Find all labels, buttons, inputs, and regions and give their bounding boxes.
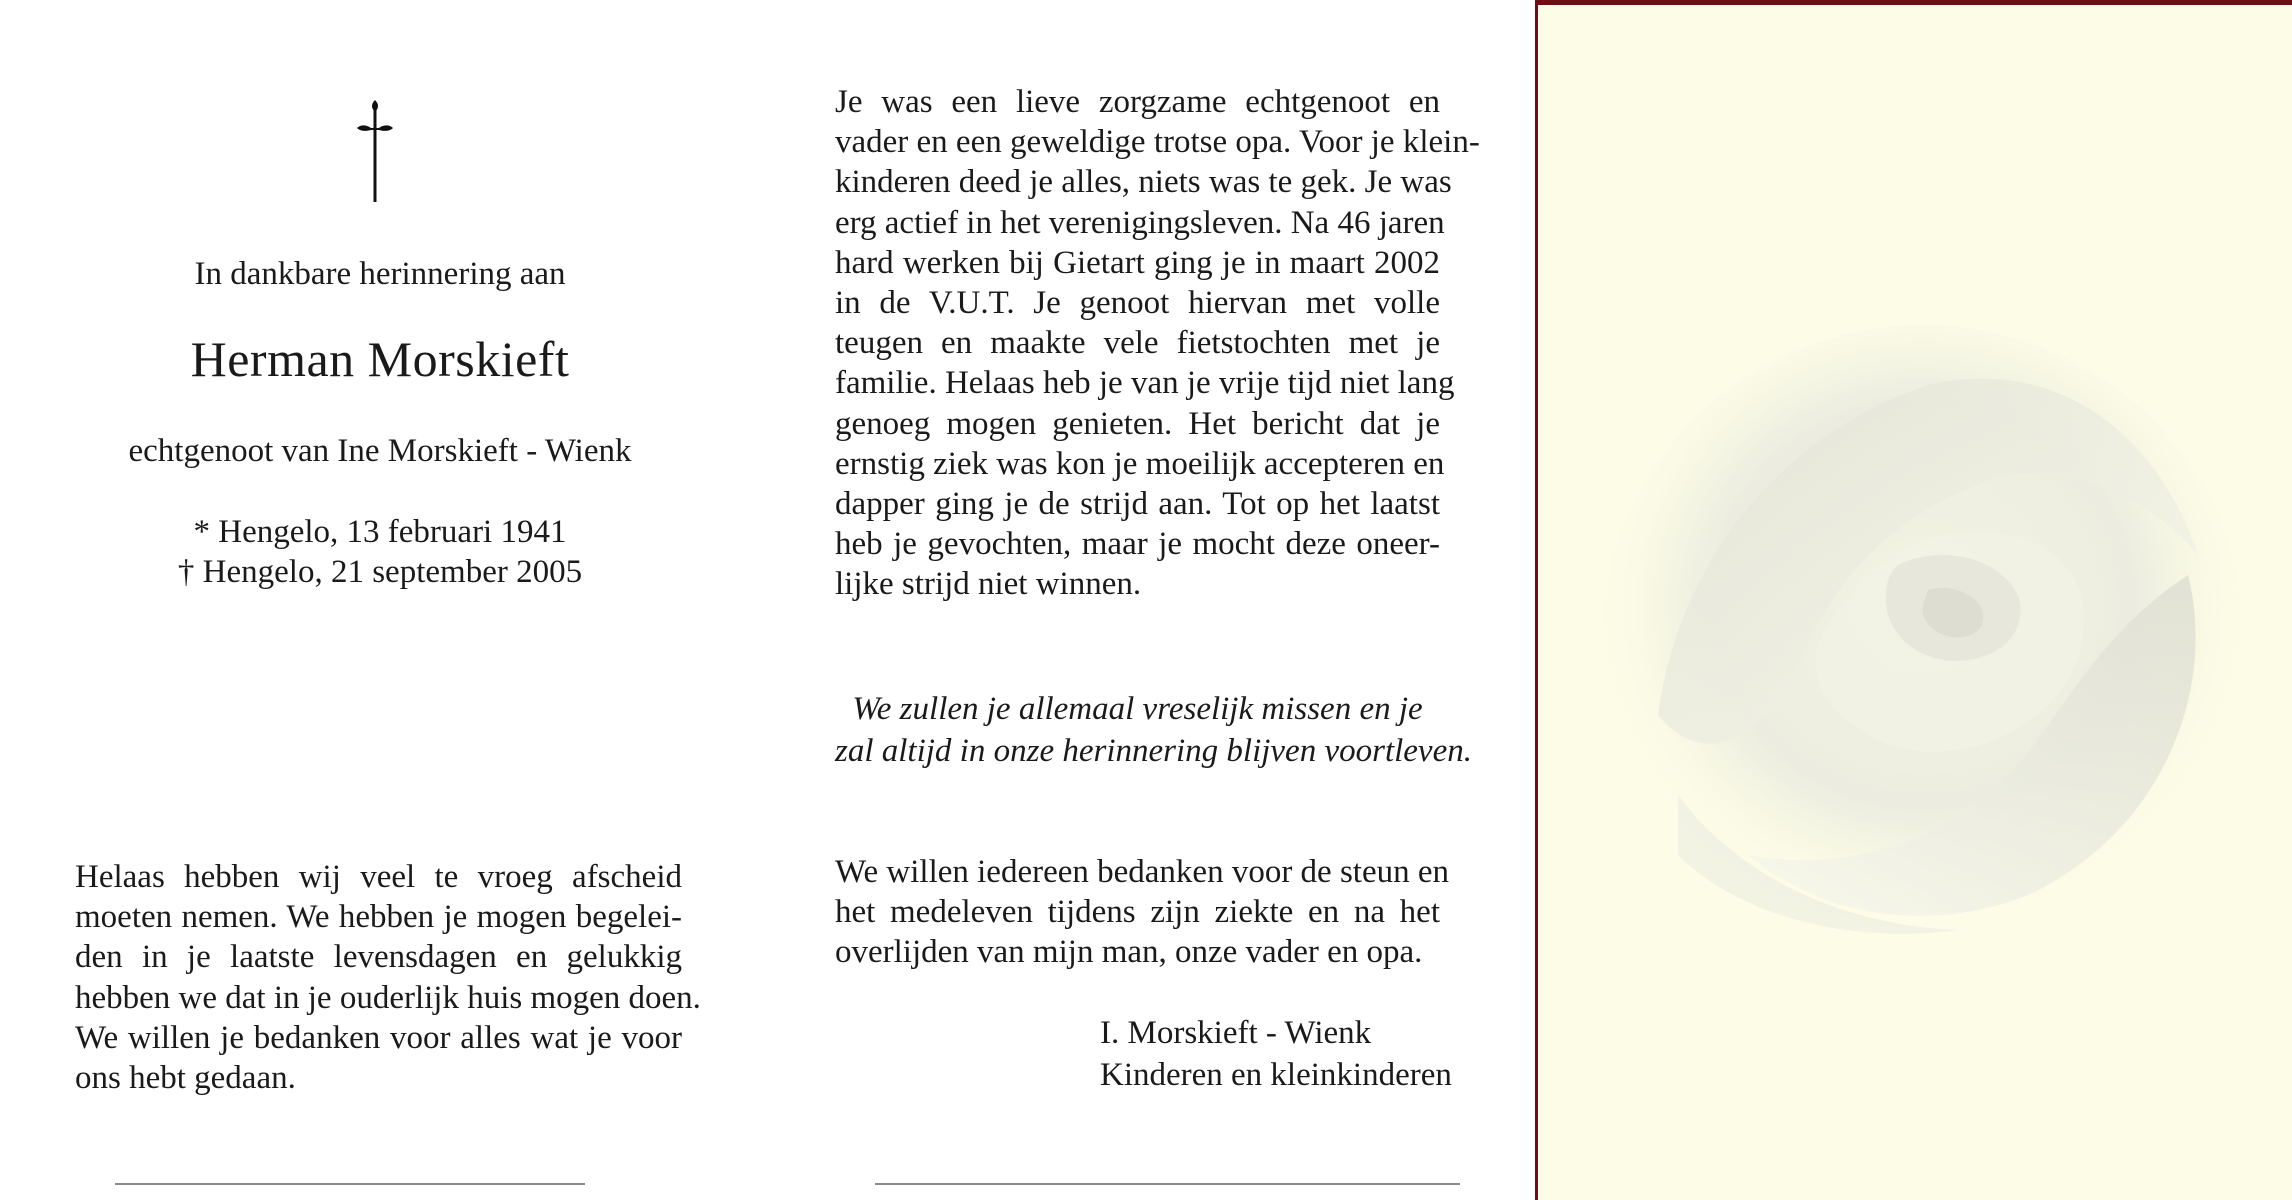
farewell-line: ons hebt gedaan. [75,1060,296,1097]
spouse-text: echtgenoot van Ine Morskieft - Wienk [128,433,632,469]
quote-line: We zullen je allemaal vreselijk missen en je [852,691,1423,727]
tribute-paragraph [835,82,1480,605]
farewell-line: moeten nemen. We hebben je mogen begelei- [75,899,682,936]
tribute-line: genoeg mogen genieten. Het bericht dat je [835,405,1440,442]
signature-block [1100,1012,1452,1096]
signature-line: I. Morskieft - Wienk [1100,1015,1372,1051]
bottom-rule [115,1183,585,1185]
tribute-line: familie. Helaas heb je van je vrije tijd niet lang [835,365,1455,402]
signature-line: Kinderen en kleinkinderen [1100,1057,1452,1093]
farewell-line: We willen je bedanken voor alles wat je voor [75,1019,682,1056]
card-left-panel [0,0,760,1200]
tribute-line: hard werken bij Gietart ging je in maart 2002 [835,244,1440,281]
faded-rose-image [1598,315,2248,955]
tribute-line: ernstig ziek was kon je moeilijk accepteren en [835,445,1445,482]
cross-icon [355,98,395,202]
farewell-line: Helaas hebben wij veel te vroeg afscheid [75,859,682,895]
death-date: † Hengelo, 21 september 2005 [177,554,583,590]
thanks-line: We willen iedereen bedanken voor de steun en [835,854,1450,890]
tribute-line: lijke strijd niet winnen. [835,566,1142,603]
farewell-line: hebben we dat in je ouderlijk huis mogen doen. [75,979,701,1016]
tribute-line: erg actief in het verenigingsleven. Na 46 jaren [835,204,1445,241]
thanks-line: overlijden van mijn man, onze vader en opa. [835,934,1423,971]
bottom-rule [875,1183,1460,1185]
tribute-line: vader en een geweldige trotse opa. Voor je klein- [835,124,1480,161]
quote-text [835,688,1472,772]
tribute-line: Je was een lieve zorgzame echtgenoot en [835,84,1440,120]
deceased-name: Herman Morskieft [190,331,570,387]
tribute-line: heb je gevochten, maar je mocht deze oneer- [835,526,1440,563]
tribute-line: in de V.U.T. Je genoot hiervan met volle [835,285,1440,322]
thanks-paragraph [835,852,1450,973]
tribute-line: kinderen deed je alles, niets was te gek. Je was [835,164,1452,201]
quote-line: zal altijd in onze herinnering blijven voortleven. [835,733,1472,769]
intro-text: In dankbare herinnering aan [194,256,566,292]
birth-date: * Hengelo, 13 februari 1941 [193,514,567,550]
thanks-line: het medeleven tijdens zijn ziekte en na het [835,894,1440,931]
farewell-paragraph [75,857,701,1098]
tribute-line: teugen en maakte vele fietstochten met je [835,325,1440,362]
farewell-line: den in je laatste levensdagen en gelukkig [75,939,682,976]
card-right-panel [1535,0,2292,1200]
tribute-line: dapper ging je de strijd aan. Tot op het laatst [835,486,1440,523]
